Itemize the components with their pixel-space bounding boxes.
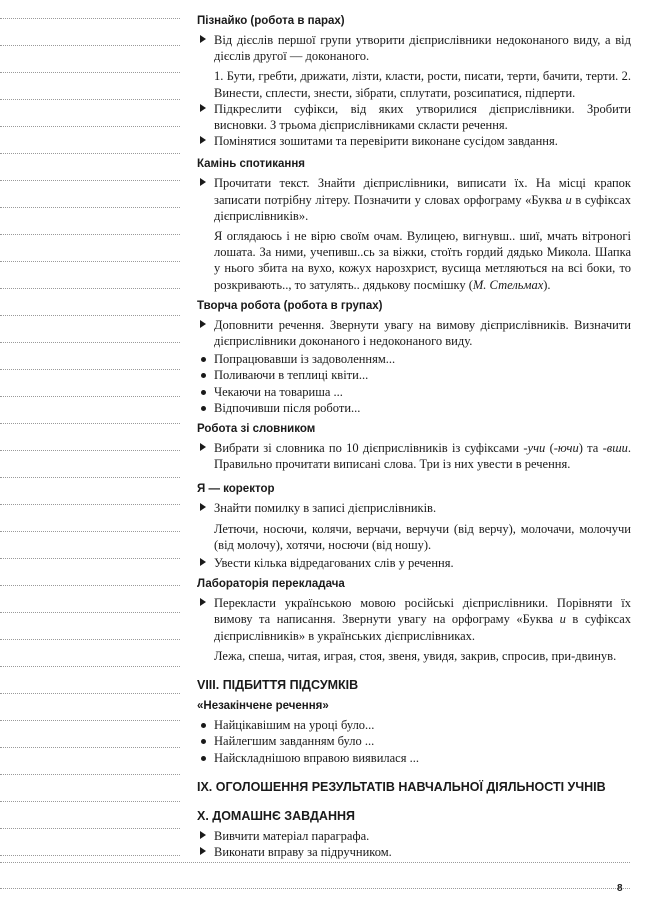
task-item: Підкреслити суфікси, від яких утворилися дієприслівники. Зробити висновки. З трьома дієприслівниками скласти речення. — [197, 101, 631, 133]
note-line — [0, 801, 180, 802]
note-line — [0, 855, 180, 856]
arrow-bullet-icon — [200, 136, 206, 144]
dot-bullet-icon — [201, 357, 206, 362]
arrow-bullet-icon — [200, 503, 206, 511]
section-heading: IX. ОГОЛОШЕННЯ РЕЗУЛЬТАТІВ НАВЧАЛЬНОЇ ДІЯЛЬНОСТІ УЧНІВ — [197, 779, 606, 794]
note-line — [0, 774, 180, 775]
arrow-bullet-icon — [200, 178, 206, 186]
note-line — [0, 531, 180, 532]
list-item: Попрацювавши із задоволенням... — [197, 351, 631, 367]
section-heading: VIII. ПІДБИТТЯ ПІДСУМКІВ — [197, 678, 359, 693]
task-item: Вибрати зі словника по 10 дієприслівників із суфіксами -учи (-ючи) та -вши. Правильно прочитати виписані слова. Три із них увести в речення. — [197, 440, 631, 472]
note-line — [0, 450, 180, 451]
task-item: Вивчити матеріал параграфа. — [197, 828, 631, 844]
list-item: Відпочивши після роботи... — [197, 400, 631, 416]
arrow-bullet-icon — [200, 831, 206, 839]
note-line — [0, 558, 180, 559]
list-item: Найскладнішою вправою виявилася ... — [197, 750, 631, 766]
note-line — [0, 477, 180, 478]
task-item: Прочитати текст. Знайти дієприслівники, виписати їх. На місці крапок записати потрібну літеру. Позначити у словах орфограму «Буква и в суфіксах дієприслівників». — [197, 175, 631, 224]
exercise-text: Лежа, спеша, читая, играя, стоя, звеня, увидя, закрив, спросив, при-двинув. — [214, 648, 617, 663]
note-line — [0, 396, 180, 397]
exercise-text: Летючи, носючи, колячи, верчачи, верчучи (від верчу), молочачи, молочучи (від молочу), хотячи, носючи (від ношу). — [214, 521, 631, 552]
dot-bullet-icon — [201, 756, 206, 761]
subsection-title: «Незакінчене речення» — [197, 700, 329, 713]
note-line — [0, 342, 180, 343]
note-line — [0, 18, 180, 19]
note-line — [0, 99, 180, 100]
note-line — [0, 720, 180, 721]
task-item: Знайти помилку в записі дієприслівників. — [197, 500, 631, 516]
note-line — [0, 45, 180, 46]
note-line — [0, 261, 180, 262]
page-content — [197, 14, 631, 860]
arrow-bullet-icon — [200, 598, 206, 606]
arrow-bullet-icon — [200, 320, 206, 328]
note-line — [0, 180, 180, 181]
arrow-bullet-icon — [200, 443, 206, 451]
section-heading: X. ДОМАШНЄ ЗАВДАННЯ — [197, 808, 355, 823]
task-item: Перекласти українською мовою російські дієприслівники. Порівняти їх вимову та написання. Звернути увагу на орфограму «Буква и в суфіксах дієприслівників» в українських дієприслівниках. — [197, 595, 631, 644]
dot-bullet-icon — [201, 739, 206, 744]
task-item: Від дієслів першої групи утворити дієприслівники недоконаного виду, а від дієслів другої — доконаного. — [197, 32, 631, 64]
section-title: Я — коректор — [197, 483, 275, 496]
task-item: Увести кілька відредагованих слів у речення. — [197, 555, 631, 571]
note-line — [0, 369, 180, 370]
note-line — [0, 747, 180, 748]
section-title: Робота зі словником — [197, 423, 316, 436]
note-line — [0, 315, 180, 316]
note-line — [0, 288, 180, 289]
note-line — [0, 72, 180, 73]
note-line — [0, 666, 180, 667]
exercise-text: Я оглядаюсь і не вірю своїм очам. Вулицею, вигнувш.. шиї, мчать вітроногі лошата. За ними, учепивш..сь за віжки, стоїть гордий дядько Микола. Шапка у нього збита на вухо, кожух нарозхрист, вусища метляються на всі боки, то розкривають.., то затулять.. дядькову посмішку (М. Стельмах). — [214, 229, 631, 292]
arrow-bullet-icon — [200, 558, 206, 566]
arrow-bullet-icon — [200, 847, 206, 855]
arrow-bullet-icon — [200, 104, 206, 112]
list-item: Найцікавішим на уроці було... — [197, 717, 631, 733]
list-item: Найлегшим завданням було ... — [197, 733, 631, 749]
divider — [0, 888, 630, 889]
divider — [0, 862, 630, 863]
note-lines — [0, 0, 180, 900]
section-title: Творча робота (робота в групах) — [197, 299, 383, 312]
dot-bullet-icon — [201, 406, 206, 411]
note-line — [0, 234, 180, 235]
arrow-bullet-icon — [200, 35, 206, 43]
note-line — [0, 153, 180, 154]
note-line — [0, 423, 180, 424]
task-item: Помінятися зошитами та перевірити виконане сусідом завдання. — [197, 133, 631, 149]
dot-bullet-icon — [201, 373, 206, 378]
list-item: Поливаючи в теплиці квіти... — [197, 367, 631, 383]
note-line — [0, 639, 180, 640]
dot-bullet-icon — [201, 390, 206, 395]
exercise-text: 1. Бути, гребти, дрижати, лізти, класти, рости, писати, терти, бачити, терти. 2. Винести, сплести, знести, зібрати, сплутати, розсипатися, підперти. — [214, 69, 631, 100]
list-item: Чекаючи на товариша ... — [197, 384, 631, 400]
note-line — [0, 828, 180, 829]
page-number: 8 — [617, 883, 623, 894]
section-title: Лабораторія перекладача — [197, 578, 345, 591]
dot-bullet-icon — [201, 723, 206, 728]
note-line — [0, 612, 180, 613]
note-line — [0, 693, 180, 694]
section-title: Камінь спотикання — [197, 158, 306, 171]
task-item: Виконати вправу за підручником. — [197, 844, 631, 860]
note-line — [0, 126, 180, 127]
note-line — [0, 207, 180, 208]
note-line — [0, 504, 180, 505]
section-title: Пізнайко (робота в парах) — [197, 15, 345, 27]
task-item: Доповнити речення. Звернути увагу на вимову дієприслівників. Визначити дієприслівники доконаного і недоконаного виду. — [197, 317, 631, 349]
note-line — [0, 585, 180, 586]
